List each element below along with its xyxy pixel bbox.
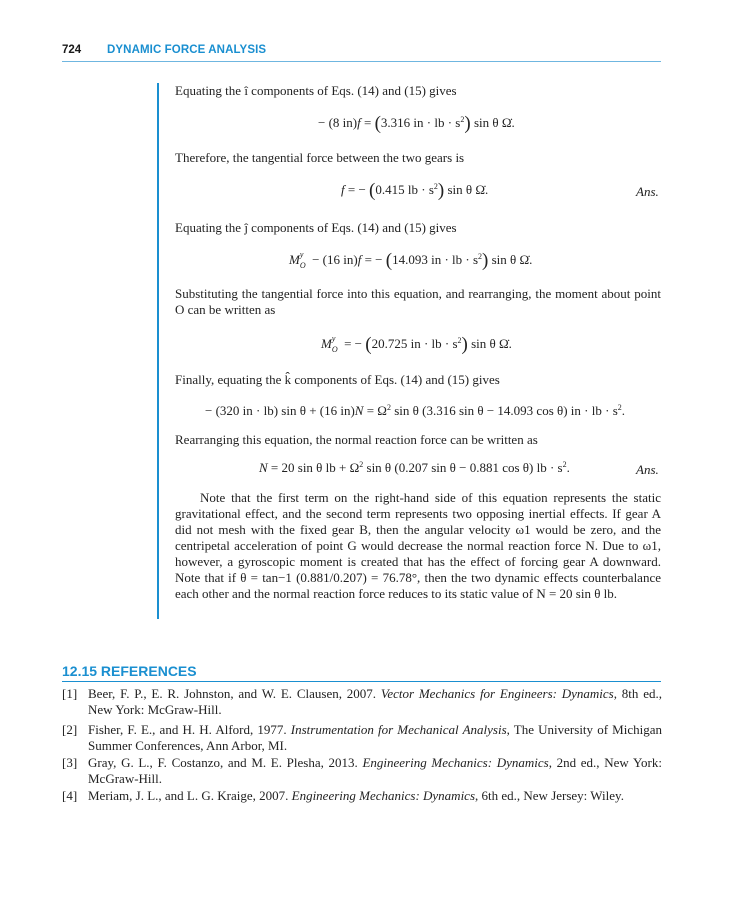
paragraph-moment-substitution: Substituting the tangential force into this equation, and rearranging, the moment about point O can be written as (175, 286, 661, 317)
eq1-tail: sin θ Ω̇. (473, 115, 515, 130)
eq5-a: − (320 in · lb) sin θ + (16 in) (205, 403, 355, 418)
reference-authors: Fisher, F. E., and H. H. Alford, 1977. (88, 722, 291, 737)
eq2-coef: 0.415 lb · s (375, 182, 434, 197)
eq4-tail: sin θ Ω̇. (471, 336, 512, 351)
paragraph-j-components: Equating the ĵ components of Eqs. (14) and (15) gives (175, 220, 457, 235)
eq3-tail: sin θ Ω̇. (491, 252, 533, 267)
section-rule (62, 681, 661, 682)
equation-3: M y O − (16 in)f = − (14.093 in · lb · $s^2$) sin θ Ω̇. (289, 250, 533, 271)
paragraph-k-components: Finally, equating the k̂ components of Eqs. (14) and (15) gives (175, 372, 500, 387)
reference-authors: Beer, F. P., E. R. Johnston, and W. E. Clausen, 2007. (88, 686, 381, 701)
eq1-left: − (8 in) (318, 115, 358, 130)
answer-label-2: Ans. (636, 462, 659, 477)
reference-authors: Meriam, J. L., and L. G. Kraige, 2007. (88, 788, 292, 803)
reference-number: [2] (62, 722, 78, 737)
equation-6: N = 20 sin θ lb + $\Omega^2$ sin θ (0.207 sin θ − 0.881 cos θ) lb · $s^2$. (259, 460, 570, 475)
reference-details: , 6th ed., New Jersey: Wiley. (475, 788, 624, 803)
answer-label-1: Ans. (636, 184, 659, 199)
header-rule (62, 61, 661, 62)
reference-number: [1] (62, 686, 78, 701)
reference-title: Instrumentation for Mechanical Analysis (290, 722, 507, 737)
reference-number: [4] (62, 788, 78, 803)
eq1-coef: 3.316 in · lb · s (380, 115, 461, 130)
example-side-bar (157, 83, 159, 619)
section-title-references: 12.15 REFERENCES (62, 663, 197, 679)
reference-item (62, 686, 662, 718)
paragraph-normal-reaction: Rearranging this equation, the normal reaction force can be written as (175, 432, 538, 447)
reference-item (62, 755, 662, 787)
paragraph-tangential-force: Therefore, the tangential force between the two gears is (175, 150, 465, 165)
reference-item (62, 722, 662, 754)
reference-title: Engineering Mechanics: Dynamics (291, 788, 476, 803)
reference-title: Engineering Mechanics: Dynamics (362, 755, 549, 770)
equation-2: f = − (0.415 lb · $s^2$) sin θ Ω̇. (341, 180, 489, 201)
equation-4: M y O = − (20.725 in · lb · $s^2$) sin θ Ω̇. (321, 334, 512, 355)
reference-number: [3] (62, 755, 78, 770)
reference-details: , 8th ed., New York: McGraw-Hill. (88, 686, 662, 717)
equation-5: − (320 in · lb) sin θ + (16 $in)N = \Omega^2$ sin θ (3.316 sin θ − 14.093 cos θ) in · lb · $s^2$. (205, 403, 626, 418)
eq3-mid: − (16 in) (308, 252, 358, 267)
eq2-tail: sin θ Ω̇. (447, 182, 489, 197)
reference-title: Vector Mechanics for Engineers: Dynamics (380, 686, 614, 701)
eq5-b: = Ω (363, 403, 387, 418)
eq3-coef: 14.093 in · lb · s (392, 252, 479, 267)
reference-details: , The University of Michigan Summer Conferences, Ann Arbor, MI. (88, 722, 662, 753)
eq5-c: sin θ (3.316 sin θ − 14.093 cos θ) in · lb · s (390, 403, 618, 418)
chapter-title: DYNAMIC FORCE ANALYSIS (107, 44, 267, 56)
reference-authors: Gray, G. L., F. Costanzo, and M. E. Plesha, 2013. (88, 755, 363, 770)
reference-details: , 2nd ed., New York: McGraw-Hill. (88, 755, 662, 786)
note-paragraph: Note that the first term on the right-hand side of this equation represents the static gravitational effect, and the second term represents two opposing inertial effects. If gear A did not mesh with the fixed gear B, then the angular velocity ω1 would be zero, and the centripetal acceleration of point G would decrease the normal reaction force N. Due to ω1, however, a gyroscopic moment is created that has the effect of forcing gear A downward. Note that if θ = tan−1 (0.881/0.207) = 76.78°, then the two dynamic effects counterbalance each other and the normal reaction force reduces to its static value of N = 20 sin θ lb. (175, 490, 661, 601)
eq4-coef: 20.725 in · lb · s (371, 336, 458, 351)
paragraph-i-components: Equating the î components of Eqs. (14) and (15) gives (175, 83, 457, 98)
page-number: 724 (62, 44, 82, 56)
eq6-b: sin θ (0.207 sin θ − 0.881 cos θ) lb · s (363, 460, 563, 475)
equation-1: − (8 in)f = (3.316 in · lb · $s^2$) sin θ Ω̇. (318, 113, 515, 134)
reference-item (62, 788, 662, 804)
eq6-a: = 20 sin θ lb + Ω (267, 460, 360, 475)
